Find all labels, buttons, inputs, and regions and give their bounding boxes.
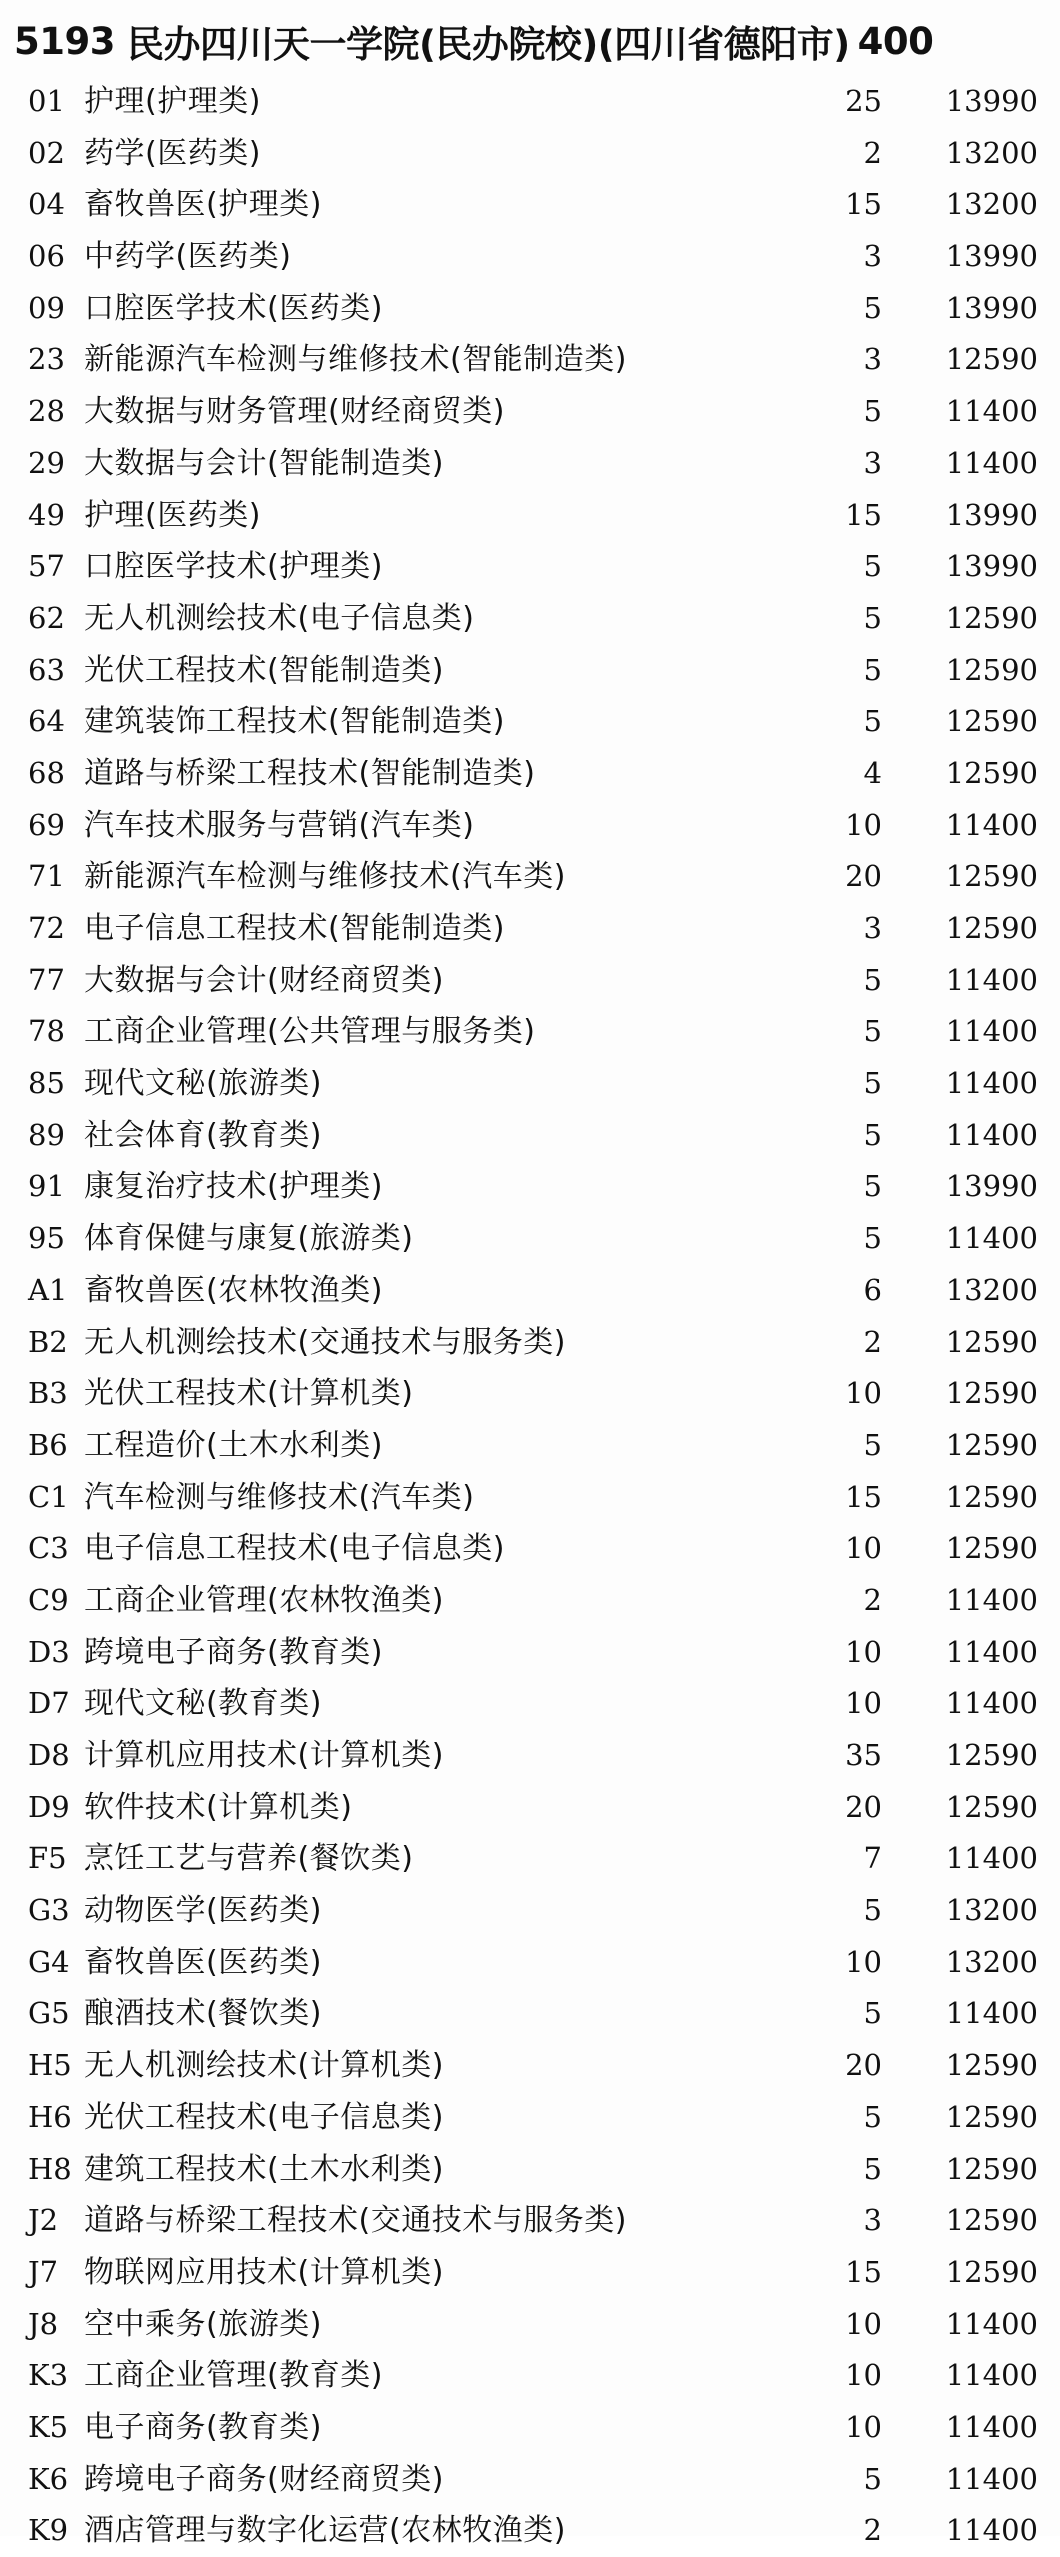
- major-name: 电子信息工程技术(电子信息类): [84, 1531, 505, 1567]
- list-item: [0, 1472, 1060, 1524]
- major-count: 5: [863, 290, 882, 325]
- list-item: [0, 1575, 1060, 1627]
- major-count: 3: [863, 445, 882, 480]
- major-fee: 13990: [945, 84, 1038, 118]
- major-code: 77: [28, 962, 65, 997]
- major-name: 跨境电子商务(财经商贸类): [84, 2461, 444, 2497]
- major-code: K5: [28, 2409, 69, 2444]
- list-item: [0, 490, 1060, 542]
- major-fee: 12590: [945, 755, 1038, 790]
- major-name: 软件技术(计算机类): [84, 1789, 353, 1825]
- major-count: 7: [863, 1841, 882, 1876]
- list-item: [0, 1782, 1060, 1834]
- major-name: 工商企业管理(农林牧渔类): [84, 1582, 444, 1618]
- major-code: A1: [28, 1272, 68, 1307]
- major-count: 5: [863, 394, 882, 429]
- major-name: 汽车技术服务与营销(汽车类): [84, 807, 475, 843]
- list-item: [0, 903, 1060, 955]
- major-name: 中药学(医药类): [84, 239, 292, 275]
- major-name: 新能源汽车检测与维修技术(智能制造类): [84, 342, 627, 378]
- list-item: [0, 1317, 1060, 1369]
- major-name: 动物医学(医药类): [84, 1893, 322, 1929]
- list-item: [0, 231, 1060, 283]
- major-name: 跨境电子商务(教育类): [84, 1634, 383, 1670]
- major-count: 10: [845, 1531, 882, 1566]
- major-fee: 11400: [945, 1686, 1038, 1721]
- list-item: [0, 1213, 1060, 1265]
- list-item: [0, 851, 1060, 903]
- major-name: 无人机测绘技术(交通技术与服务类): [84, 1324, 566, 1360]
- major-fee: 12590: [945, 2048, 1038, 2083]
- major-fee: 11400: [945, 1634, 1038, 1669]
- major-code: 57: [28, 549, 65, 584]
- major-count: 5: [863, 2099, 882, 2134]
- major-name: 口腔医学技术(护理类): [84, 549, 383, 585]
- major-count: 15: [845, 187, 882, 222]
- list-item: [0, 2454, 1060, 2506]
- major-fee: 12590: [945, 342, 1038, 377]
- list-item: [0, 2299, 1060, 2351]
- list-item: [0, 1368, 1060, 1420]
- major-count: 5: [863, 1169, 882, 1204]
- major-count: 2: [863, 1582, 882, 1617]
- major-code: 91: [28, 1169, 65, 1204]
- major-count: 5: [863, 549, 882, 584]
- major-name: 大数据与财务管理(财经商贸类): [84, 394, 505, 430]
- major-name: 畜牧兽医(医药类): [84, 1944, 322, 1980]
- major-name: 建筑装饰工程技术(智能制造类): [84, 704, 505, 740]
- major-count: 3: [863, 911, 882, 945]
- major-count: 15: [845, 497, 882, 532]
- major-name: 社会体育(教育类): [84, 1117, 322, 1153]
- major-count: 5: [863, 1221, 882, 1256]
- major-name: 无人机测绘技术(电子信息类): [84, 600, 475, 636]
- major-code: D9: [28, 1789, 70, 1824]
- major-fee: 12590: [945, 2151, 1038, 2186]
- major-code: 23: [28, 342, 65, 377]
- major-code: 89: [28, 1117, 65, 1152]
- major-code: 64: [28, 704, 65, 739]
- list-item: [0, 2040, 1060, 2092]
- major-fee: 12590: [945, 2203, 1038, 2238]
- major-fee: 12590: [945, 1531, 1038, 1566]
- major-name: 大数据与会计(财经商贸类): [84, 962, 444, 998]
- major-fee: 13990: [945, 1169, 1038, 1204]
- major-fee: 13990: [945, 239, 1038, 274]
- major-name: 光伏工程技术(智能制造类): [84, 652, 444, 688]
- major-name: 电子信息工程技术(智能制造类): [84, 911, 505, 946]
- major-count: 35: [845, 1738, 882, 1772]
- major-fee: 13200: [945, 187, 1038, 222]
- list-item: [0, 955, 1060, 1007]
- list-item: [0, 1110, 1060, 1162]
- major-name: 电子商务(教育类): [84, 2409, 322, 2445]
- major-code: 72: [28, 911, 65, 945]
- major-code: D7: [28, 1686, 70, 1721]
- major-count: 6: [863, 1272, 882, 1307]
- list-item: [0, 386, 1060, 438]
- list-item: [0, 1937, 1060, 1989]
- major-count: 20: [845, 2048, 882, 2083]
- major-fee: 11400: [945, 807, 1038, 842]
- major-code: B2: [28, 1324, 68, 1359]
- major-name: 物联网应用技术(计算机类): [84, 2254, 444, 2290]
- major-count: 2: [863, 2513, 882, 2548]
- list-item: [0, 2247, 1060, 2299]
- list-item: [0, 76, 1060, 128]
- major-code: J2: [28, 2203, 59, 2238]
- major-name: 酒店管理与数字化运营(农林牧渔类): [84, 2513, 566, 2549]
- major-count: 5: [863, 1893, 882, 1928]
- list-item: [0, 2092, 1060, 2144]
- major-name: 畜牧兽医(农林牧渔类): [84, 1272, 383, 1308]
- major-fee: 13200: [945, 135, 1038, 170]
- major-fee: 12590: [945, 1376, 1038, 1411]
- list-item: [0, 334, 1060, 386]
- major-count: 10: [845, 807, 882, 842]
- major-fee: 11400: [945, 1066, 1038, 1101]
- major-fee: 11400: [945, 2461, 1038, 2496]
- major-code: B3: [28, 1376, 68, 1411]
- major-code: D8: [28, 1738, 70, 1772]
- list-item: [0, 1833, 1060, 1885]
- major-name: 汽车检测与维修技术(汽车类): [84, 1479, 475, 1515]
- list-item: [0, 645, 1060, 697]
- major-count: 5: [863, 1996, 882, 2031]
- school-quota: 400: [857, 19, 934, 63]
- major-name: 无人机测绘技术(计算机类): [84, 2048, 444, 2084]
- major-code: 01: [28, 84, 65, 118]
- list-item: [0, 2195, 1060, 2247]
- major-code: J7: [28, 2254, 59, 2289]
- major-count: 4: [863, 755, 882, 790]
- list-item: [0, 748, 1060, 800]
- list-item: [0, 1420, 1060, 1472]
- list-item: [0, 696, 1060, 748]
- list-item: [0, 2144, 1060, 2196]
- major-name: 计算机应用技术(计算机类): [84, 1738, 444, 1773]
- major-fee: 12590: [945, 1738, 1038, 1772]
- list-item: [0, 1885, 1060, 1937]
- major-count: 5: [863, 1427, 882, 1462]
- list-item: [0, 1730, 1060, 1782]
- major-count: 10: [845, 2358, 882, 2393]
- major-fee: 12590: [945, 859, 1038, 894]
- major-count: 10: [845, 1686, 882, 1721]
- major-fee: 12590: [945, 600, 1038, 635]
- major-count: 20: [845, 1789, 882, 1824]
- major-fee: 12590: [945, 1324, 1038, 1359]
- major-code: G5: [28, 1996, 70, 2031]
- major-fee: 12590: [945, 2099, 1038, 2134]
- major-fee: 12590: [945, 1789, 1038, 1824]
- major-count: 2: [863, 1324, 882, 1359]
- major-fee: 11400: [945, 2358, 1038, 2393]
- major-code: 09: [28, 290, 65, 325]
- list-item: [0, 1678, 1060, 1730]
- major-code: H5: [28, 2048, 72, 2083]
- major-count: 5: [863, 1117, 882, 1152]
- major-code: 06: [28, 239, 65, 274]
- major-code: B6: [28, 1427, 68, 1462]
- major-name: 体育保健与康复(旅游类): [84, 1221, 414, 1257]
- major-count: 10: [845, 1376, 882, 1411]
- major-count: 5: [863, 2461, 882, 2496]
- major-name: 工程造价(土木水利类): [84, 1427, 383, 1463]
- major-count: 5: [863, 1066, 882, 1101]
- major-name: 建筑工程技术(土木水利类): [84, 2151, 444, 2187]
- major-name: 畜牧兽医(护理类): [84, 187, 322, 223]
- major-count: 5: [863, 962, 882, 997]
- major-code: D3: [28, 1634, 70, 1669]
- list-item: [0, 800, 1060, 852]
- major-count: 15: [845, 2254, 882, 2289]
- list-item: [0, 541, 1060, 593]
- major-code: C1: [28, 1479, 69, 1514]
- major-fee: 12590: [945, 704, 1038, 739]
- major-code: G4: [28, 1944, 70, 1979]
- major-fee: 13200: [945, 1893, 1038, 1928]
- major-fee: 11400: [945, 1117, 1038, 1152]
- list-item: [0, 1006, 1060, 1058]
- list-item: [0, 2505, 1060, 2557]
- major-fee: 11400: [945, 1582, 1038, 1617]
- major-fee: 12590: [945, 911, 1038, 945]
- major-code: H8: [28, 2151, 72, 2186]
- major-code: F5: [28, 1841, 67, 1876]
- major-code: 02: [28, 135, 65, 170]
- list-item: [0, 1265, 1060, 1317]
- major-fee: 12590: [945, 652, 1038, 687]
- major-code: 28: [28, 394, 65, 429]
- list-item: [0, 1523, 1060, 1575]
- major-code: 63: [28, 652, 65, 687]
- list-item: [0, 283, 1060, 335]
- major-name: 道路与桥梁工程技术(交通技术与服务类): [84, 2203, 627, 2239]
- major-count: 10: [845, 1944, 882, 1979]
- major-name: 口腔医学技术(医药类): [84, 290, 383, 326]
- major-count: 3: [863, 342, 882, 377]
- major-count: 5: [863, 2151, 882, 2186]
- major-count: 10: [845, 1634, 882, 1669]
- majors-list: [0, 76, 1060, 2557]
- major-name: 工商企业管理(公共管理与服务类): [84, 1014, 536, 1050]
- major-code: K9: [28, 2513, 69, 2548]
- major-name: 护理(护理类): [84, 84, 261, 119]
- major-count: 20: [845, 859, 882, 894]
- major-fee: 13990: [945, 549, 1038, 584]
- major-name: 护理(医药类): [84, 497, 261, 533]
- major-fee: 12590: [945, 1427, 1038, 1462]
- list-item: [0, 1058, 1060, 1110]
- major-fee: 12590: [945, 2254, 1038, 2289]
- major-fee: 12590: [945, 1479, 1038, 1514]
- major-name: 药学(医药类): [84, 135, 261, 171]
- school-header: [14, 6, 1054, 76]
- major-name: 现代文秘(教育类): [84, 1686, 322, 1722]
- school-title: 民办四川天一学院(民办院校)(四川省德阳市): [126, 23, 850, 66]
- school-code: 5193: [14, 19, 115, 63]
- major-fee: 11400: [945, 1014, 1038, 1049]
- major-fee: 11400: [945, 394, 1038, 429]
- major-code: C9: [28, 1582, 69, 1617]
- major-count: 5: [863, 652, 882, 687]
- major-name: 康复治疗技术(护理类): [84, 1169, 383, 1205]
- major-fee: 11400: [945, 445, 1038, 480]
- major-name: 光伏工程技术(计算机类): [84, 1376, 414, 1412]
- major-code: 78: [28, 1014, 65, 1049]
- major-count: 2: [863, 135, 882, 170]
- major-fee: 11400: [945, 1841, 1038, 1876]
- list-item: [0, 593, 1060, 645]
- major-code: 85: [28, 1066, 65, 1101]
- major-code: K6: [28, 2461, 69, 2496]
- major-fee: 11400: [945, 2513, 1038, 2548]
- major-count: 5: [863, 1014, 882, 1049]
- major-code: 69: [28, 807, 65, 842]
- major-fee: 13990: [945, 497, 1038, 532]
- list-item: [0, 179, 1060, 231]
- major-count: 5: [863, 704, 882, 739]
- major-fee: 11400: [945, 2409, 1038, 2444]
- major-code: 49: [28, 497, 65, 532]
- major-name: 大数据与会计(智能制造类): [84, 445, 444, 481]
- major-fee: 13200: [945, 1944, 1038, 1979]
- major-code: 71: [28, 859, 65, 894]
- major-name: 烹饪工艺与营养(餐饮类): [84, 1841, 414, 1877]
- major-fee: 13200: [945, 1272, 1038, 1307]
- list-item: [0, 1988, 1060, 2040]
- major-code: 04: [28, 187, 65, 222]
- list-item: [0, 2402, 1060, 2454]
- list-item: [0, 1161, 1060, 1213]
- major-code: 68: [28, 755, 65, 790]
- major-name: 道路与桥梁工程技术(智能制造类): [84, 755, 536, 791]
- major-name: 酿酒技术(餐饮类): [84, 1996, 322, 2032]
- major-name: 工商企业管理(教育类): [84, 2358, 383, 2394]
- major-code: K3: [28, 2358, 69, 2393]
- major-fee: 11400: [945, 1221, 1038, 1256]
- list-item: [0, 438, 1060, 490]
- major-count: 10: [845, 2306, 882, 2341]
- major-fee: 11400: [945, 1996, 1038, 2031]
- major-fee: 13990: [945, 290, 1038, 325]
- major-code: J8: [28, 2306, 59, 2341]
- major-count: 3: [863, 239, 882, 274]
- major-count: 15: [845, 1479, 882, 1514]
- major-count: 10: [845, 2409, 882, 2444]
- list-item: [0, 2350, 1060, 2402]
- major-fee: 11400: [945, 2306, 1038, 2341]
- major-name: 新能源汽车检测与维修技术(汽车类): [84, 859, 566, 895]
- major-code: 62: [28, 600, 65, 635]
- major-name: 现代文秘(旅游类): [84, 1066, 322, 1102]
- major-count: 5: [863, 600, 882, 635]
- major-count: 3: [863, 2203, 882, 2238]
- list-item: [0, 128, 1060, 180]
- major-code: 95: [28, 1221, 65, 1256]
- major-code: C3: [28, 1531, 69, 1566]
- major-count: 25: [845, 84, 882, 118]
- major-code: 29: [28, 445, 65, 480]
- major-name: 光伏工程技术(电子信息类): [84, 2099, 444, 2135]
- list-item: [0, 1627, 1060, 1679]
- major-name: 空中乘务(旅游类): [84, 2306, 322, 2342]
- major-code: H6: [28, 2099, 72, 2134]
- major-fee: 11400: [945, 962, 1038, 997]
- major-code: G3: [28, 1893, 70, 1928]
